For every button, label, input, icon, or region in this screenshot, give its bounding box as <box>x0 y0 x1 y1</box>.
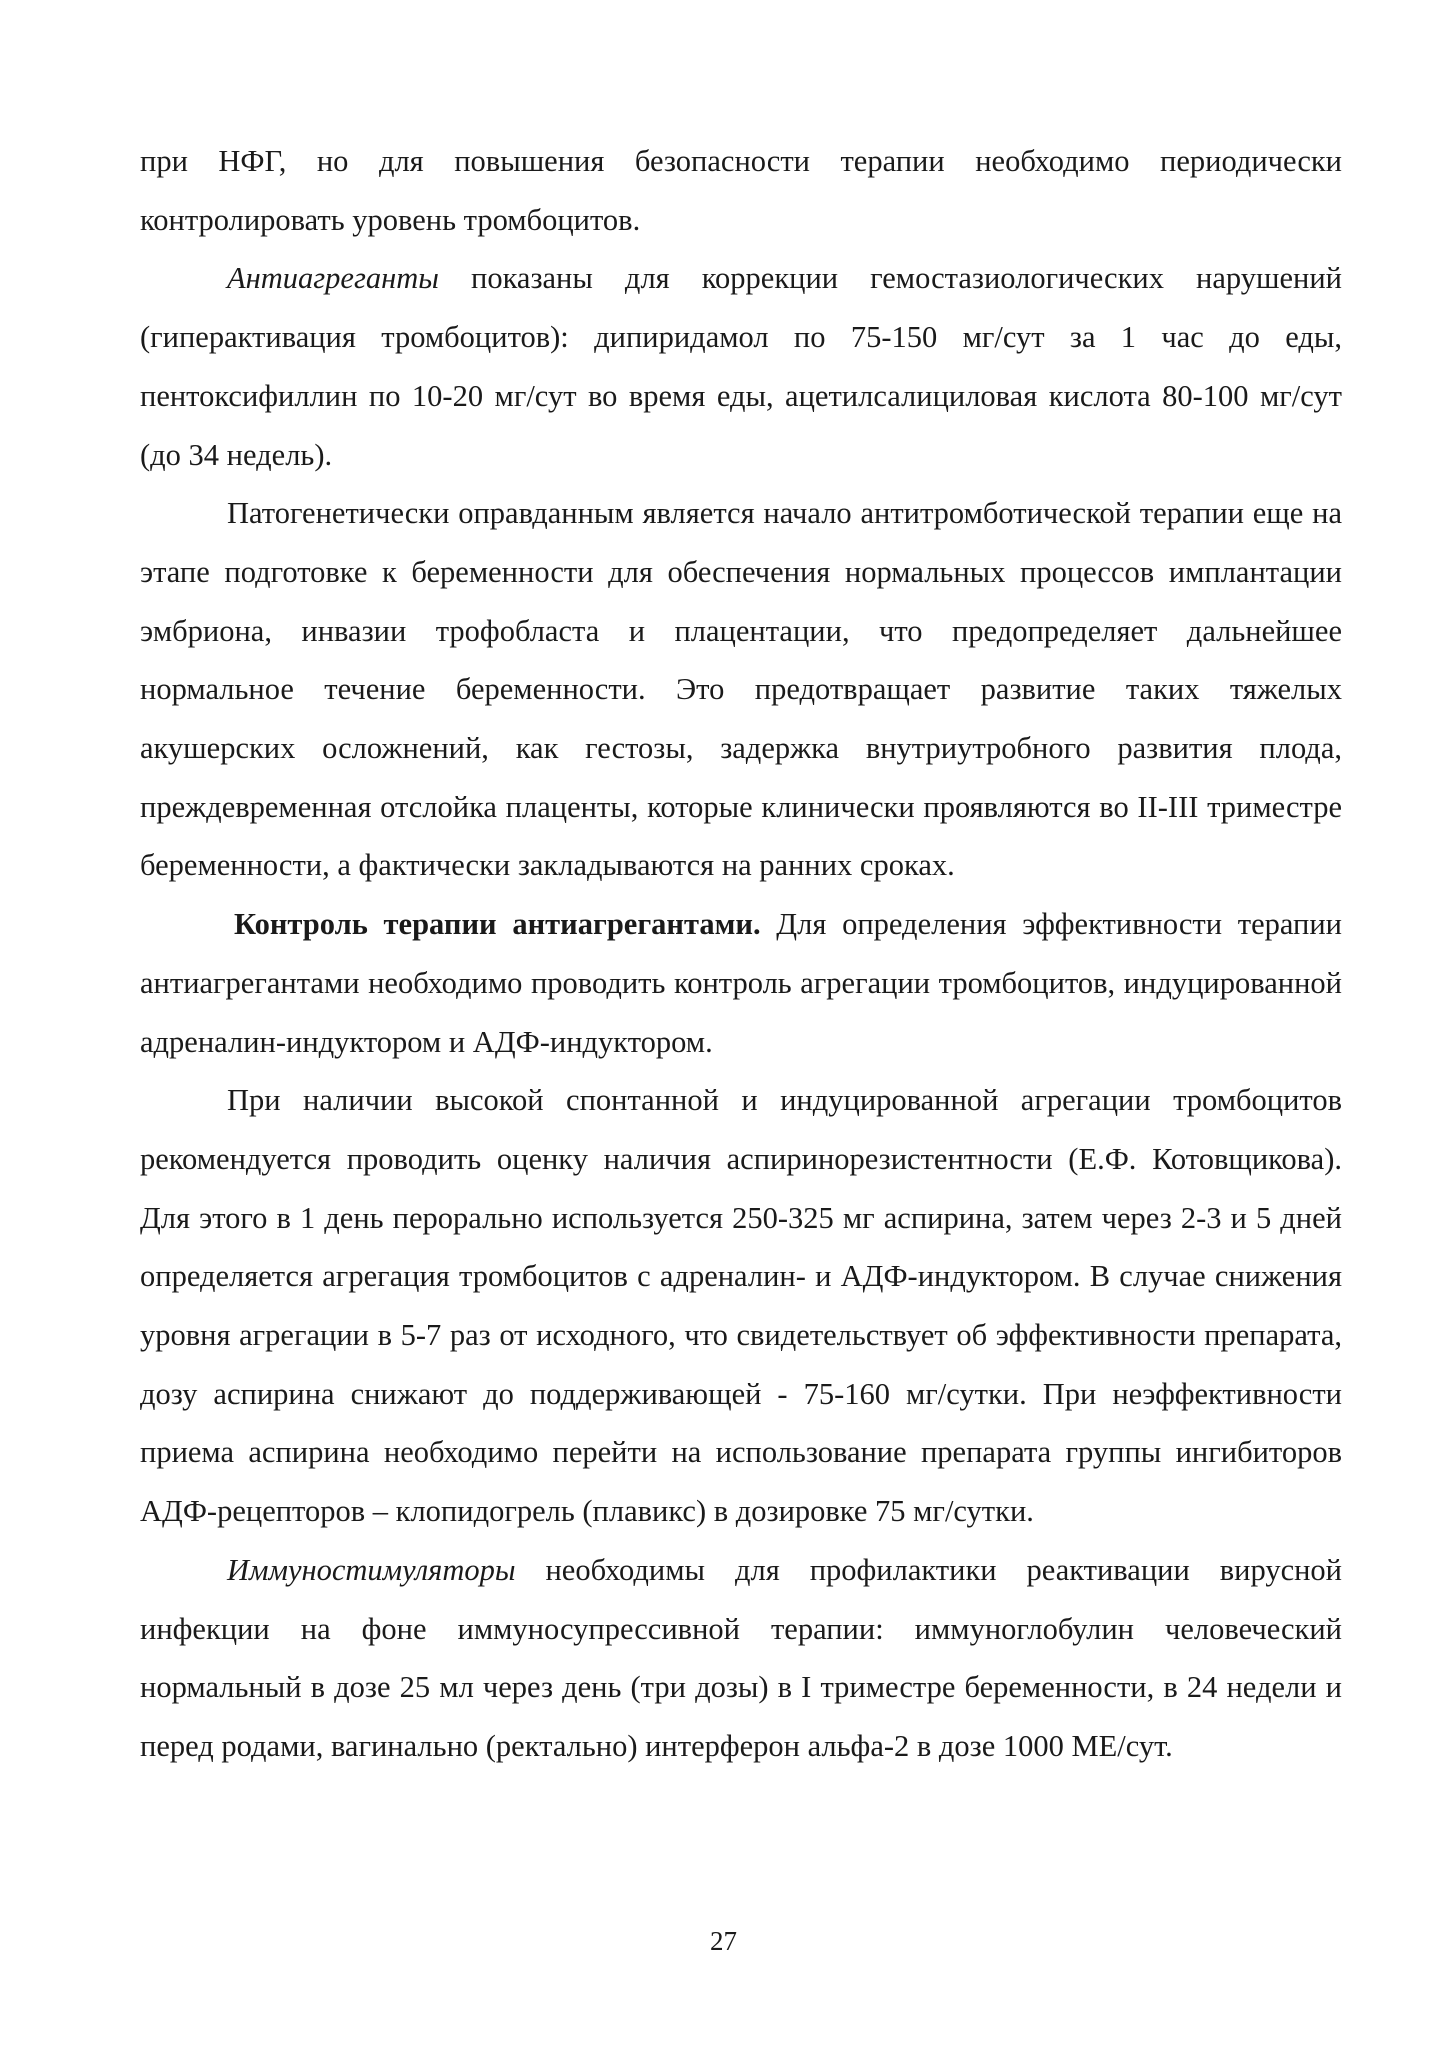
paragraph-text: Патогенетически оправданным является начало антитромботической терапии еще на этапе подготовке к беременности для обеспечения нормальных процессов имплантации эмбриона, инвазии трофобласта и плацентации, что предопределяет дальнейшее нормальное течение беременности. Это предотвращает развитие таких тяжелых акушерских осложнений, как гестозы, задержка внутриутробного развития плода, преждевременная отслойка плаценты, которые клинически проявляются во II-III триместре беременности, а фактически закладываются на ранних сроках. <box>140 496 1342 883</box>
paragraph-text: показаны для коррекции гемостазиологических нарушений (гиперактивация тромбоцитов): дипиридамол по 75-150 мг/сут за 1 час до еды, пентоксифиллин по 10-20 мг/сут во время еды, ацетилсалициловая кислота 80-100 мг/сут (до 34 недель). <box>140 261 1342 472</box>
term-antiplatelet: Антиагреганты <box>227 261 439 296</box>
paragraph-text: Для определения эффективности терапии антиагрегантами необходимо проводить контроль агрегации тромбоцитов, индуцированной адреналин-индуктором и АДФ-индуктором. <box>140 907 1343 1059</box>
paragraph-text: При наличии высокой спонтанной и индуцированной агрегации тромбоцитов рекомендуется проводить оценку наличия аспиринорезистентности (Е.Ф. Котовщикова). Для этого в 1 день перорально используется 250-325 мг аспирина, затем через 2-3 и 5 дней определяется агрегация тромбоцитов с адреналин- и АДФ-индуктором. В случае снижения уровня агрегации в 5-7 раз от исходного, что свидетельствует об эффективности препарата, дозу аспирина снижают до поддерживающей - 75-160 мг/сутки. При неэффективности приема аспирина необходимо перейти на использование препарата группы ингибиторов АДФ-рецепторов – клопидогрель (плавикс) в дозировке 75 мг/сутки. <box>140 1083 1342 1529</box>
paragraph-pathogenetic <box>140 484 1342 895</box>
term-immunostimulants: Иммуностимуляторы <box>227 1552 516 1587</box>
paragraph-therapy-control <box>140 895 1342 1071</box>
paragraph-aspirin-resistance <box>140 1071 1342 1541</box>
paragraph-text: необходимы для профилактики реактивации вирусной инфекции на фоне иммуносупрессивной терапии: иммуноглобулин человеческий нормальный в дозе 25 мл через день (три дозы) в I триместре беременности, в 24 недели и перед родами, вагинально (ректально) интерферон альфа-2 в дозе 1000 МЕ/сут. <box>140 1552 1342 1763</box>
paragraph-antiplatelet <box>140 249 1342 484</box>
heading-therapy-control: Контроль терапии антиагрегантами. <box>234 907 761 942</box>
paragraph-platelet-control <box>140 132 1342 249</box>
document-page <box>140 132 1342 1776</box>
paragraph-immunostimulants <box>140 1541 1342 1776</box>
paragraph-text: при НФГ, но для повышения безопасности терапии необходимо периодически контролировать уровень тромбоцитов. <box>140 144 1342 237</box>
page-number: 27 <box>710 1926 737 1956</box>
